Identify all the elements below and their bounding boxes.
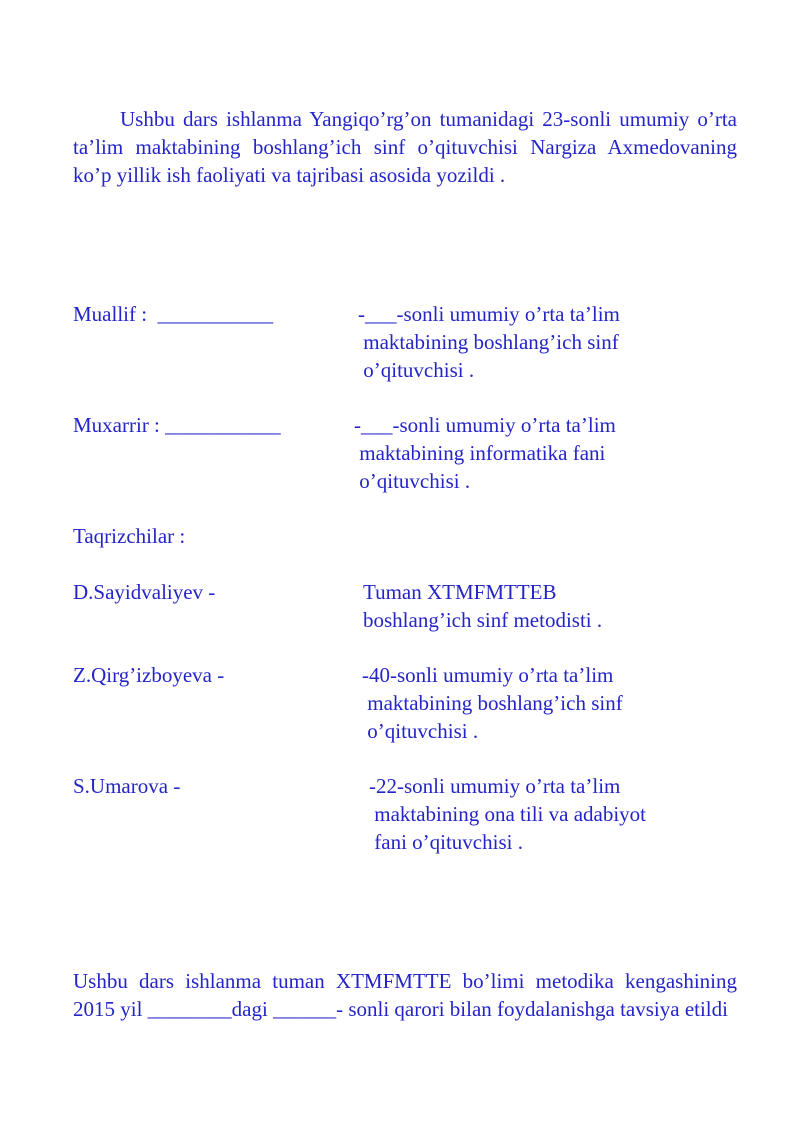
editor-role (354, 411, 616, 495)
reviewer-role-line: o’qituvchisi . (362, 719, 479, 743)
reviewer-role-line: boshlang’ich sinf metodisti . (363, 608, 603, 632)
reviewer-role (362, 661, 623, 745)
intro-paragraph: Ushbu dars ishlanma Yangiqo’rg’on tumanidagi 23-sonli umumiy o’rta ta’lim maktabining boshlang’ich sinf o’qituvchisi Nargiza Axmedovaning ko’p yillik ish faoliyati va tajribasi asosida yozildi . (73, 107, 737, 187)
reviewer-role (363, 578, 602, 634)
editor-label: Muxarrir : ___________ (73, 413, 281, 437)
reviewer-role-line: -40-sonli umumiy o’rta ta’lim (362, 663, 614, 687)
author-role-line: o’qituvchisi . (358, 358, 475, 382)
reviewer-name: D.Sayidvaliyev - (73, 580, 216, 604)
editor-role-line: maktabining informatika fani (354, 441, 606, 465)
author-role-line: -___-sonli umumiy o’rta ta’lim (358, 302, 620, 326)
editor-role-line: o’qituvchisi . (354, 469, 471, 493)
reviewer-role-line: maktabining boshlang’ich sinf (362, 691, 623, 715)
reviewer-role-line: Tuman XTMFMTTEB (363, 580, 557, 604)
reviewer-name: Z.Qirg’izboyeva - (73, 663, 225, 687)
author-role (358, 300, 620, 384)
reviewers-heading: Taqrizchilar : (73, 524, 186, 548)
reviewer-role-line: fani o’qituvchisi . (369, 830, 523, 854)
reviewer-role-line: maktabining ona tili va adabiyot (369, 802, 647, 826)
footer-paragraph: Ushbu dars ishlanma tuman XTMFMTTE bo’limi metodika kengashining 2015 yil ________dagi ______- sonli qarori bilan foydalanishga tavsiya etildi (73, 969, 737, 1021)
editor-role-line: -___-sonli umumiy o’rta ta’lim (354, 413, 616, 437)
reviewer-role-line: -22-sonli umumiy o’rta ta’lim (369, 774, 621, 798)
reviewer-role (369, 772, 646, 856)
reviewer-name: S.Umarova - (73, 774, 181, 798)
author-role-line: maktabining boshlang’ich sinf (358, 330, 619, 354)
author-label: Muallif : ___________ (73, 302, 274, 326)
